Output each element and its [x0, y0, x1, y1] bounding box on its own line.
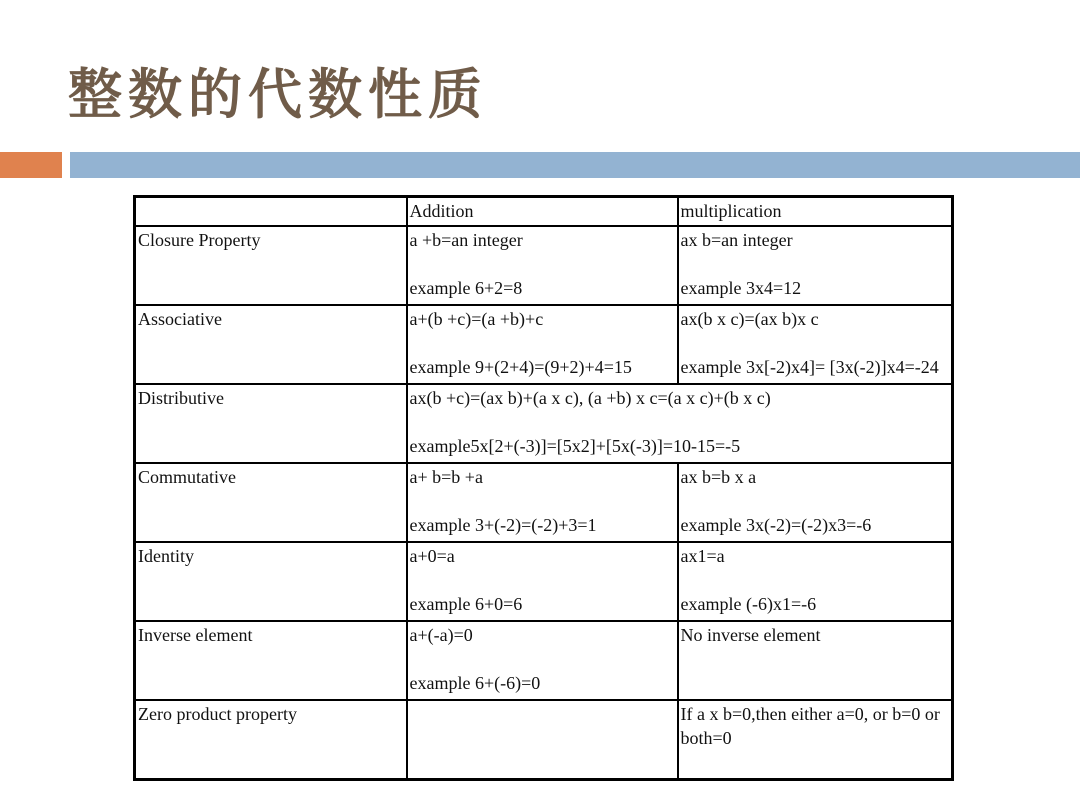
header-cell-multiplication: multiplication	[678, 197, 953, 227]
property-name: Identity	[135, 542, 407, 621]
addition-rule: a+ b=b +a	[409, 467, 483, 487]
distributive-example: example5x[2+(-3)]=[5x2]+[5x(-3)]=10-15=-5	[409, 436, 741, 456]
table-row-zero-product	[135, 700, 953, 780]
multiplication-example: example (-6)x1=-6	[680, 594, 817, 614]
multiplication-rule: ax(b x c)=(ax b)x c	[680, 309, 819, 329]
page-title: 整数的代数性质	[68, 62, 488, 126]
addition-rule: a +b=an integer	[409, 230, 523, 250]
accent-bar-orange	[0, 152, 62, 178]
multiplication-rule: ax b=an integer	[680, 230, 793, 250]
multiplication-rule: No inverse element	[680, 625, 821, 645]
addition-example: example 6+(-6)=0	[409, 673, 541, 693]
multiplication-cell	[678, 226, 953, 305]
addition-cell	[407, 700, 678, 780]
multiplication-cell	[678, 621, 953, 700]
multiplication-cell	[678, 542, 953, 621]
property-name: Commutative	[135, 463, 407, 542]
multiplication-example: example 3x4=12	[680, 278, 802, 298]
addition-cell	[407, 463, 678, 542]
table-row-commutative	[135, 463, 953, 542]
addition-example: example 6+0=6	[409, 594, 523, 614]
multiplication-cell	[678, 463, 953, 542]
table-row-inverse	[135, 621, 953, 700]
property-name: Zero product property	[135, 700, 407, 780]
header-cell-empty	[135, 197, 407, 227]
properties-table	[133, 195, 954, 781]
property-name: Closure Property	[135, 226, 407, 305]
addition-example: example 9+(2+4)=(9+2)+4=15	[409, 357, 632, 377]
multiplication-example: example 3x[-2)x4]= [3x(-2)]x4=-24	[680, 357, 939, 377]
addition-cell	[407, 621, 678, 700]
distributive-cell	[407, 384, 953, 463]
multiplication-example: example 3x(-2)=(-2)x3=-6	[680, 515, 872, 535]
addition-cell	[407, 226, 678, 305]
table-header-row	[135, 197, 953, 227]
multiplication-cell	[678, 700, 953, 780]
table-row-identity	[135, 542, 953, 621]
property-name: Inverse element	[135, 621, 407, 700]
distributive-rule: ax(b +c)=(ax b)+(a x c), (a +b) x c=(a x c)+(b x c)	[409, 388, 771, 408]
multiplication-rule: If a x b=0,then either a=0, or b=0 or both=0	[680, 704, 940, 748]
table-row-closure	[135, 226, 953, 305]
accent-bar-blue	[70, 152, 1080, 178]
property-name: Associative	[135, 305, 407, 384]
multiplication-rule: ax b=b x a	[680, 467, 757, 487]
header-cell-addition: Addition	[407, 197, 678, 227]
addition-cell	[407, 542, 678, 621]
multiplication-cell	[678, 305, 953, 384]
addition-rule: a+0=a	[409, 546, 455, 566]
addition-rule: a+(b +c)=(a +b)+c	[409, 309, 544, 329]
addition-example: example 6+2=8	[409, 278, 523, 298]
addition-cell	[407, 305, 678, 384]
addition-rule: a+(-a)=0	[409, 625, 473, 645]
table-row-associative	[135, 305, 953, 384]
addition-example: example 3+(-2)=(-2)+3=1	[409, 515, 597, 535]
property-name: Distributive	[135, 384, 407, 463]
multiplication-rule: ax1=a	[680, 546, 725, 566]
table-row-distributive	[135, 384, 953, 463]
